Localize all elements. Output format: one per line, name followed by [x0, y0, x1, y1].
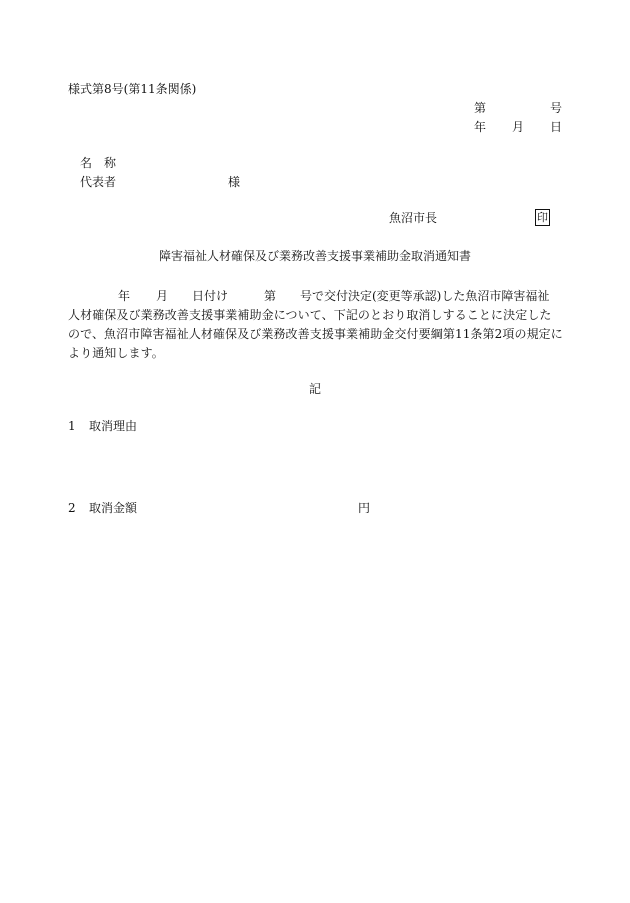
body-month: 月: [156, 289, 169, 303]
form-number: 様式第8号(第11条関係): [68, 82, 197, 96]
body-year: 年: [118, 289, 131, 303]
date-year: 年: [474, 120, 487, 134]
body-line-3: ので、魚沼市障害福祉人材確保及び業務改善支援事業補助金交付要綱第11条第2項の規定に: [68, 327, 563, 341]
body-date-suffix: 日付け: [192, 289, 229, 303]
item-1-number: 1: [68, 419, 76, 433]
body-line1-rest: 号で交付決定(変更等承認)した魚沼市障害福祉: [300, 289, 550, 303]
recipient-honorific: 様: [228, 175, 241, 189]
date-day: 日: [550, 120, 563, 134]
seal-stamp: 印: [537, 211, 548, 224]
item-2-number: 2: [68, 501, 76, 515]
date-month: 月: [512, 120, 525, 134]
item-1-label: 取消理由: [89, 419, 138, 433]
recipient-name-label: 名 称: [80, 156, 117, 170]
doc-number-go: 号: [550, 101, 563, 115]
body-line-2: 人材確保及び業務改善支援事業補助金について、下記のとおり取消しすることに決定した: [68, 308, 552, 322]
item-2-label: 取消金額: [89, 501, 138, 515]
issuer-name: 魚沼市長: [389, 211, 438, 225]
recipient-representative-label: 代表者: [80, 175, 117, 189]
body-dai: 第: [264, 289, 277, 303]
ki-heading: 記: [309, 382, 322, 396]
item-2-unit: 円: [358, 501, 371, 515]
document-title: 障害福祉人材確保及び業務改善支援事業補助金取消通知書: [158, 249, 471, 263]
doc-number-dai: 第: [474, 101, 487, 115]
body-line-4: より通知します。: [68, 346, 164, 360]
